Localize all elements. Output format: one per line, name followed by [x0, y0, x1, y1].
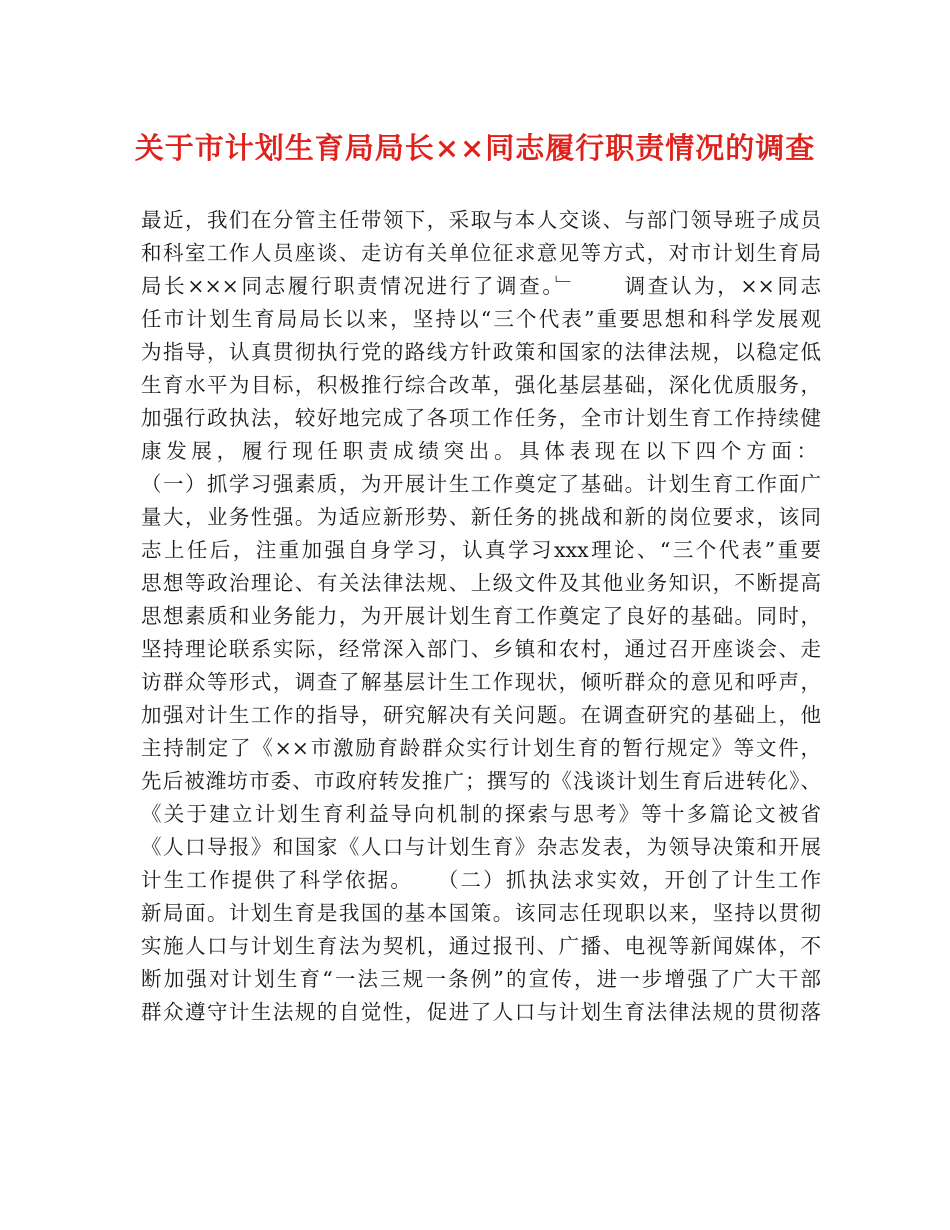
- body-line: 新局面。计划生育是我国的基本国策。该同志任现职以来，坚持以贯彻: [141, 901, 821, 925]
- body-line: 为指导，认真贯彻执行党的路线方针政策和国家的法律法规，以稳定低: [141, 340, 821, 364]
- body-line: 群众遵守计生法规的自觉性，促进了人口与计划生育法律法规的贯彻落: [141, 1000, 821, 1024]
- body-line: 加强对计生工作的指导，研究解决有关问题。在调查研究的基础上，他: [141, 703, 821, 727]
- body-line: 坚持理论联系实际，经常深入部门、乡镇和农村，通过召开座谈会、走: [141, 637, 821, 661]
- body-line: 量大，业务性强。为适应新形势、新任务的挑战和新的岗位要求，该同: [141, 505, 821, 529]
- body-line: 《人口导报》和国家《人口与计划生育》杂志发表，为领导决策和开展: [141, 835, 821, 859]
- body-line: 最近，我们在分管主任带领下，采取与本人交谈、与部门领导班子成员: [141, 208, 821, 232]
- body-line: 先后被潍坊市委、市政府转发推广；撰写的《浅谈计划生育后进转化》、: [141, 769, 821, 793]
- body-line: 计生工作提供了科学依据。 （二）抓执法求实效，开创了计生工作: [141, 868, 821, 892]
- body-line: 生育水平为目标，积极推行综合改革，强化基层基础，深化优质服务，: [141, 373, 821, 397]
- body-line: 《关于建立计划生育利益导向机制的探索与思考》等十多篇论文被省: [141, 802, 821, 826]
- body-line: 康发展，履行现任职责成绩突出。具体表现在以下四个方面：: [141, 439, 821, 463]
- body-line: 思想素质和业务能力，为开展计划生育工作奠定了良好的基础。同时，: [141, 604, 821, 628]
- body-line: 志上任后，注重加强自身学习，认真学习xxx理论、“三个代表”重要: [141, 538, 821, 562]
- body-line: 思想等政治理论、有关法律法规、上级文件及其他业务知识，不断提高: [141, 571, 821, 595]
- document-body: [141, 204, 821, 1029]
- body-line: 主持制定了《××市激励育龄群众实行计划生育的暂行规定》等文件，: [141, 736, 821, 760]
- body-line: 加强行政执法，较好地完成了各项工作任务，全市计划生育工作持续健: [141, 406, 821, 430]
- body-line: （一）抓学习强素质，为开展计生工作奠定了基础。计划生育工作面广: [141, 472, 821, 496]
- body-line: 局长×××同志履行职责情况进行了调查。﹂ 调查认为，××同志: [141, 274, 821, 298]
- body-line: 和科室工作人员座谈、走访有关单位征求意见等方式，对市计划生育局: [141, 241, 821, 265]
- body-line: 断加强对计划生育“一法三规一条例”的宣传，进一步增强了广大干部: [141, 967, 821, 991]
- body-line: 任市计划生育局局长以来，坚持以“三个代表”重要思想和科学发展观: [141, 307, 821, 331]
- body-line: 访群众等形式，调查了解基层计生工作现状，倾听群众的意见和呼声，: [141, 670, 821, 694]
- body-line: 实施人口与计划生育法为契机，通过报刊、广播、电视等新闻媒体，不: [141, 934, 821, 958]
- document-title: 关于市计划生育局局长××同志履行职责情况的调查: [134, 131, 816, 165]
